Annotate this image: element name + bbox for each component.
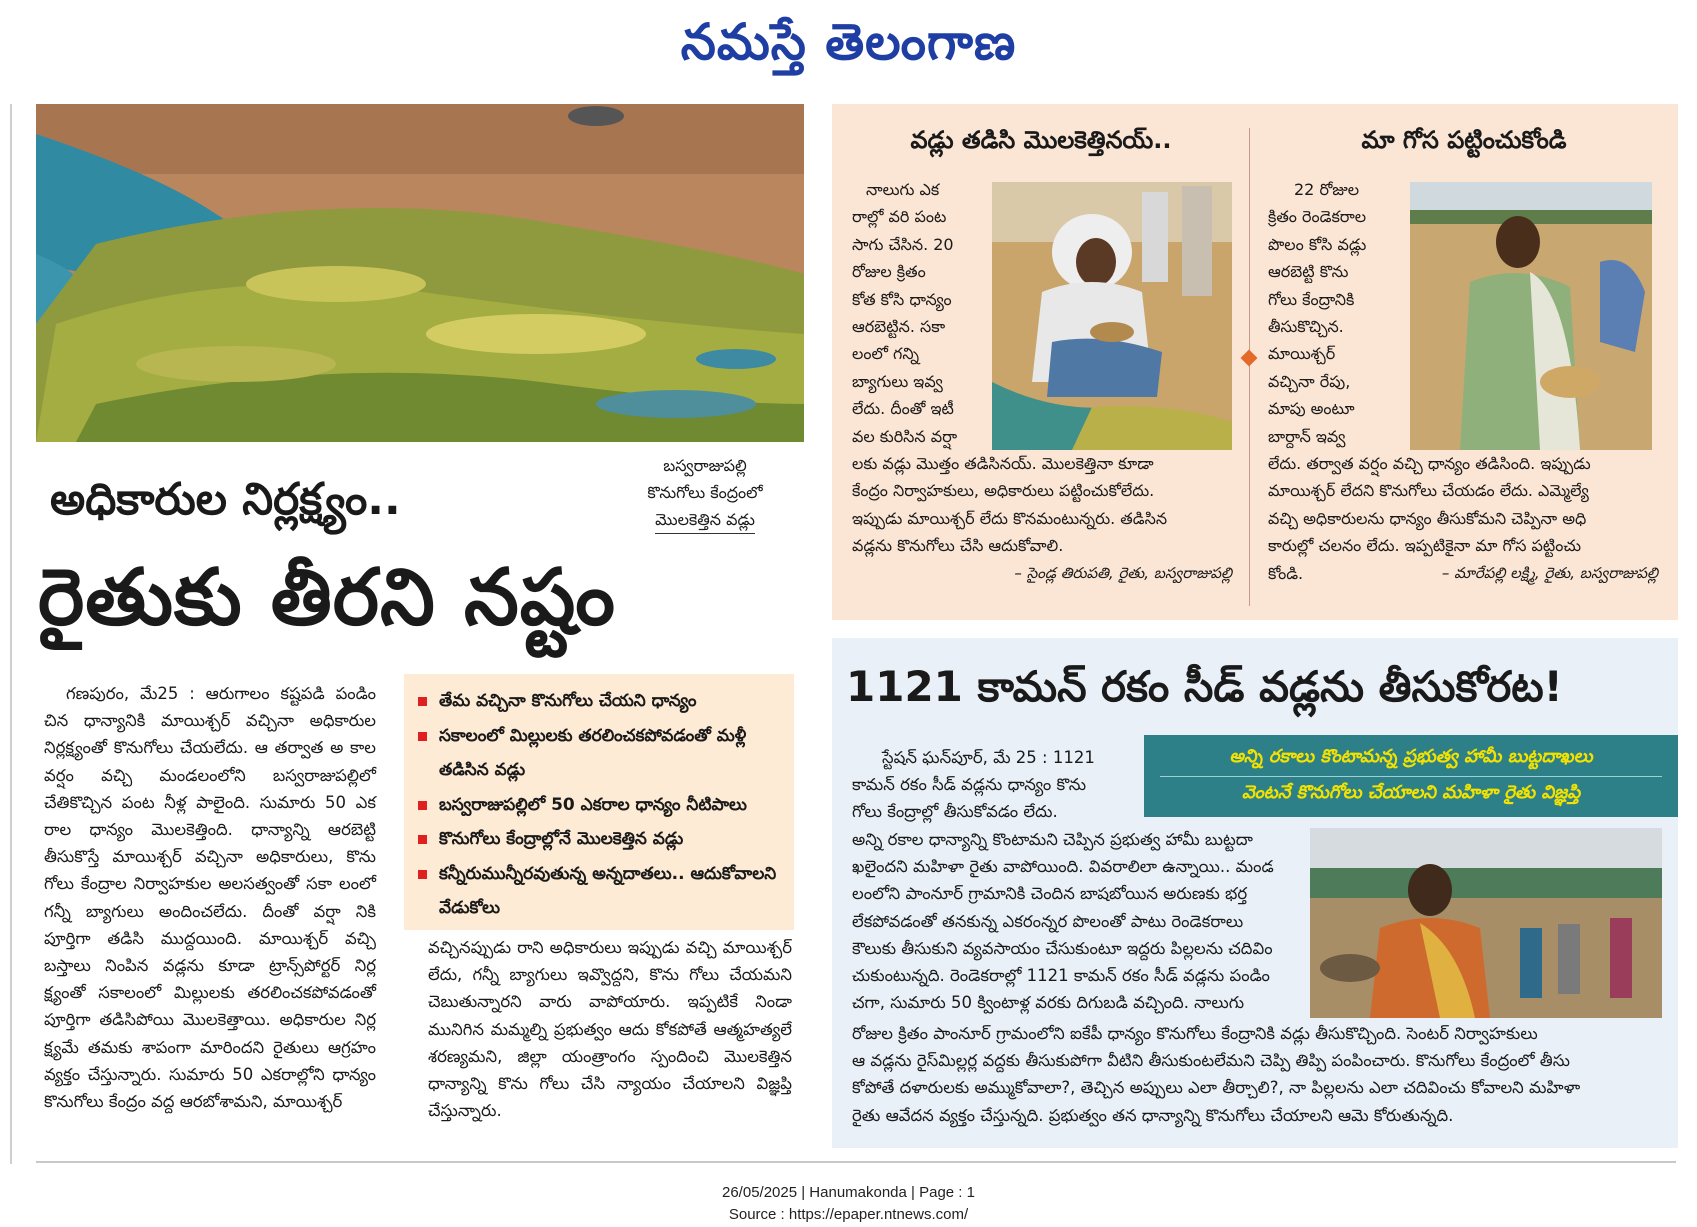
seed-line: రైతు ఆవేదన వ్యక్తం చేస్తున్నది. ప్రభుత్వం తన ధాన్యాన్ని కొనుగోలు చేయాలని ఆమె కోరుతున్నది. [852,1105,1454,1125]
quote-2-narrow-text [1268,176,1406,450]
quote-line: లకు వడ్లు మొత్తం తడిసినయ్. మొలకెత్తినా కూడా [852,454,1154,473]
quote-line: వల కురిసిన వర్షా [852,426,958,446]
quote-line: సాగు చేసిన. 20 [852,234,954,254]
quote-line: వచ్చి అధికారులను ధాన్యం తీసుకోమని చెప్పినా అధి [1268,508,1587,528]
seed-line: లంలోని పాంనూర్ గ్రామానికి చెందిన బాషబోయిన అరుణకు భర్త [852,884,1248,904]
quote-line: కేంద్రం నిర్వాహకులు, అధికారులు పట్టించుకోలేదు. [852,481,1155,501]
farmer-photo-tirupati [992,182,1232,450]
seed-line: ఖలైందని మహిళా రైతు వాపోయింది. వివరాలిలా ఉన్నాయి.. మండ [852,857,1274,877]
quote-line: బ్యాగులు ఇవ్వ [852,371,943,391]
seed-line: కోపోతే దళారులకు అమ్ముకోవాలా?, తెచ్చిన అప్పులు ఎలా తీర్చాలి?, నా పిల్లలను ఎలా చదివించు కోవాలని మహిళా [852,1078,1581,1098]
quote-line: మాయిశ్చర్ లేదని కొనుగోలు చేయడం లేదు. ఎమ్మెల్యే [1268,481,1589,501]
bullet-icon [418,870,427,879]
quote-line: ఆరబెట్టి కొను [1268,262,1349,282]
source-link[interactable]: Source : https://epaper.ntnews.com/ [728,1206,969,1223]
quote-line: కారుల్లో చలనం లేదు. ఇప్పటికైనా మా గోస పట్టించు [1268,536,1582,556]
story-kicker: అధికారుల నిర్లక్ష్యం.. [50,474,401,525]
quote-line: పొలం కోసి వడ్లు [1268,234,1367,254]
main-photo-sprouted-paddy [36,104,804,442]
farmer-photo-lakshmi [1410,182,1652,450]
quote-line: క్రితం రెండెకరాల [1268,207,1367,227]
highlight-item: కన్నీరుమున్నీరవుతున్న అన్నదాతలు.. ఆదుకోవాలని వేడుకోలు [418,857,780,926]
seed-line: కౌలుకు తీసుకుని వ్యవసాయం చేసుకుంటూ ఇద్దరు పిల్లలను చదివిం [852,938,1273,958]
quote-end-row [1268,560,1658,587]
quote-line: గోలు కేంద్రానికి [1268,289,1355,309]
story-headline: రైతుకు తీరని నష్టం [38,553,616,643]
story-body-column-2 [428,934,792,1134]
quote-1-wide-text [852,450,1232,587]
quote-signature: – మారేపల్లి లక్ష్మి, రైతు, బస్వరాజుపల్లి [1441,563,1658,582]
highlight-item: బస్వరాజుపల్లిలో 50 ఎకరాల ధాన్యం నీటిపాలు [418,788,780,823]
story-body-column-1 [44,680,376,1140]
caption-line: కొనుగోలు కేంద్రంలో [647,483,763,502]
seed-line: కామన్ రకం సీడ్ వడ్లను ధాన్యం కొను [852,775,1087,795]
seed-line: చగా, సుమారు 50 క్వింటాళ్ల వరకు దిగుబడి వచ్చింది. నాలుగు [852,993,1245,1013]
bullet-icon [418,801,427,810]
quote-line: వచ్చినా రేపు, [1268,371,1351,391]
subhead-line: వెంటనే కొనుగోలు చేయాలని మహిళా రైతు విజ్ఞప్తి [1241,782,1581,803]
photo-caption [620,452,790,534]
quote-2-wide-text [1268,450,1658,587]
bullet-icon [418,732,427,741]
seed-story-headline: 1121 కామన్ రకం సీడ్ వడ్లను తీసుకోరట! [846,662,1563,711]
quote-line: మాపు అంటూ [1268,399,1355,419]
story-paragraph: గణపురం, మే25 : ఆరుగాలం కష్టపడి పండిం చిన ధాన్యానికి మాయిశ్చర్ వచ్చినా అధికారుల నిర్లక్ష్యంతో కొనుగోలు చేయలేదు. ఆ తర్వాత అ కాల వర్షం వచ్చి మండలంలోని బస్వరాజుపల్లిలో చేతికొచ్చిన పంట నీళ్ల పాలైంది. సుమారు 50 ఎక రాల ధాన్యం మొలకెత్తింది. ధాన్యాన్ని ఆరబెట్టి తీసుకొస్తే మాయిశ్చర్ వచ్చినా అధికారులు, కొను గోలు కేంద్రాల నిర్వాహకుల అలసత్వంతో సకా లంలో గన్నీ బ్యాగులు అందించలేదు. దీంతో వర్షా నికి పూర్తిగా తడిసి ముద్దయింది. మాయిశ్చర్ వచ్చి బస్తాలు నింపిన వడ్లను కూడా ట్రాన్స్‌పోర్టర్ నిర్ల క్ష్యంతో సకాలంలో మిల్లులకు తరలించకపోవడంతో పూర్తిగా తడిసిపోయి మొలకెత్తాయి. అధికారుల నిర్ల క్ష్యమే తమకు శాపంగా మారిందని రైతులు ఆగ్రహం వ్యక్తం చేస్తున్నారు. సుమారు 50 ఎకరాల్లోని ధాన్యం కొనుగోలు కేంద్రం వద్ద ఆరబోశామని, మాయిశ్చర్ [44,684,376,1112]
quote-line: ఇప్పుడు మాయిశ్చర్ లేదు కొనమంటున్నరు. తడిసిన [852,508,1168,528]
quote-line: లంలో గన్ని [852,344,920,364]
edition-info: 26/05/2025 | Hanumakonda | Page : 1 [722,1184,975,1201]
quote-1-narrow-text [852,176,982,450]
seed-line: లేకపోవడంతో తనకున్న ఎకరంన్నర పొలంతో పాటు రెండెకరాలు [852,911,1244,931]
highlight-item: కొనుగోలు కేంద్రాల్లోనే మొలకెత్తిన వడ్లు [418,822,780,857]
bullet-icon [418,697,427,706]
caption-line: బస్వరాజుపల్లి [663,456,747,475]
quote-signature: – సైండ్ల తిరుపతి, రైతు, బస్వరాజుపల్లి [1014,563,1232,582]
bullet-icon [418,835,427,844]
quote-title: వడ్లు తడిసి మొలకెత్తినయ్.. [910,126,1172,154]
seed-line: చుకుంటున్నది. రెండెకరాల్లో 1121 కామన్ రకం సీడ్ వడ్లను పండిం [852,966,1270,986]
page-footer [0,1182,1697,1226]
highlight-item: తేమ వచ్చినా కొనుగోలు చేయని ధాన్యం [418,684,780,719]
quote-line: నాలుగు ఎక [866,180,940,199]
bottom-rule [36,1161,1676,1163]
seed-line: ఆ వడ్లను రైస్‌మిల్లర్ల వద్దకు తీసుకుపోగా వీటిని తీసుకుంటలేమని చెప్పి తిప్పి పంపించారు. కొనుగోలు కేంద్రంలో తీసు [852,1051,1571,1071]
seed-story-full [852,1020,1670,1129]
seed-line: రోజుల క్రితం పాంనూర్ గ్రామంలోని ఐకేపీ ధాన్యం కొనుగోలు కేంద్రానికి వడ్లు తీసుకొచ్చింది. సెంటర్ నిర్వాహకులు [852,1024,1538,1043]
subhead-divider [1160,776,1662,777]
quote-line: 22 రోజుల [1294,180,1360,199]
highlight-item: సకాలంలో మిల్లులకు తరలించకపోవడంతో మళ్లీ తడిసిన వడ్లు [418,719,780,788]
left-border [10,104,12,1164]
seed-story-mid [852,826,1304,1016]
quote-line: తీసుకొచ్చిన. [1268,317,1344,337]
quote-line: రాల్లో వరి పంట [852,207,947,227]
quote-line: కోత కోసి ధాన్యం [852,289,952,309]
quote-title: మా గోస పట్టించుకోండి [1361,126,1567,154]
subhead-line: అన్ని రకాలు కొంటామన్న ప్రభుత్వ హామీ బుట్టదాఖలు [1229,746,1593,767]
masthead-title: నమస్తే తెలంగాణ [680,12,1017,71]
quote-line: లేదు. దీంతో ఇటీ [852,399,954,419]
quote-divider [1249,128,1250,606]
seed-story-lead [852,744,1138,826]
quote-line: కోండి. [1268,563,1304,583]
quote-line: రోజుల క్రితం [852,262,926,282]
quote-line: వడ్లను కొనుగోలు చేసి ఆదుకోవాలి. [852,536,1064,556]
quote-line: మాయిశ్చర్ [1268,344,1336,364]
seed-line: అన్ని రకాల ధాన్యాన్ని కొంటామని చెప్పిన ప్రభుత్వ హామీ బుట్టదా [852,830,1253,849]
story-paragraph: వచ్చినప్పుడు రాని అధికారులు ఇప్పుడు వచ్చి మాయిశ్చర్ లేదు, గన్నీ బ్యాగులు ఇవ్వొద్దని, కొను గోలు చేయమని చెబుతున్నారని వారు వాపోయారు. ఇప్పటికే నిండా మునిగిన మమ్మల్ని ప్రభుత్వం ఆదు కోకపోతే ఆత్మహత్యలే శరణ్యమని, జిల్లా యంత్రాంగం స్పందించి మొలకెత్తిన ధాన్యాన్ని కొను గోలు చేసి న్యాయం చేయాలని విజ్ఞప్తి చేస్తున్నారు. [428,938,792,1121]
caption-line: మొలకెత్తిన వడ్లు [655,506,755,534]
seed-line: గోలు కేంద్రాల్లో తీసుకోవడం లేదు. [852,802,1058,822]
woman-farmer-photo-aruna [1310,828,1662,1018]
highlights-box [404,674,794,930]
quote-line: ఆరబెట్టిన. సకా [852,317,946,337]
seed-line: స్టేషన్ ఘన్‌పూర్, మే 25 : 1121 [882,748,1095,767]
quote-line: లేదు. తర్వాత వర్షం వచ్చి ధాన్యం తడిసింది. ఇప్పుడు [1268,454,1591,473]
quote-line: బార్దాన్ ఇవ్వ [1268,426,1346,446]
